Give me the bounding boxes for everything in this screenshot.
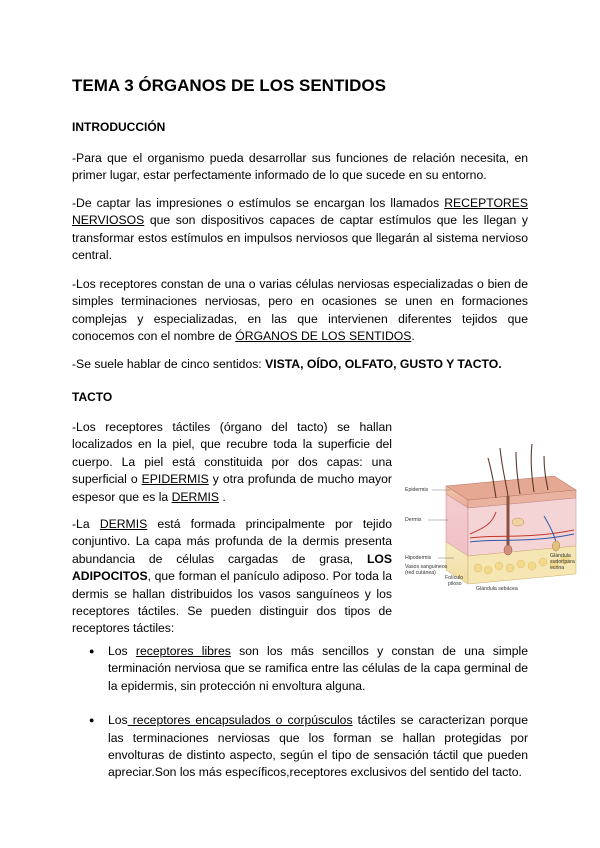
- label-sudoripara-2: sudorípara: [550, 559, 575, 565]
- tacto-paragraph-2: [72, 516, 392, 638]
- text: está formada principalmente por tejido conjuntivo. La capa más profunda de la dermis presenta abundancia de células cargadas de grasa,: [72, 517, 392, 566]
- text: Los: [108, 713, 128, 728]
- label-sudoripara-1: Glándula: [550, 553, 571, 559]
- label-sudoripara-3: ecrina: [550, 565, 565, 571]
- link-dermis[interactable]: DERMIS: [171, 489, 220, 504]
- tacto-paragraph-1: [72, 419, 392, 506]
- label-glandula-sebacea: Glándula sebácea: [476, 586, 518, 592]
- text: , que forman el panículo adiposo. Por toda la dermis se hallan distribuidos los vasos sanguíneos y los receptores táctiles. Se pueden distinguir dos tipos de receptores táctiles:: [72, 569, 392, 636]
- text: -La: [72, 517, 100, 531]
- label-foliculo-2: piloso: [448, 581, 462, 587]
- link-epidermis[interactable]: EPIDERMIS: [141, 472, 209, 487]
- text: son los más sencillos y constan de una simple terminación nerviosa que se ramifica entre las células de la capa germinal de la epidermis, sin protección ni envoltura alguna.: [108, 644, 529, 693]
- text: .: [411, 329, 415, 344]
- text: y otra profunda de mucho mayor espesor que es la: [72, 472, 392, 504]
- label-epidermis: Epidermis: [405, 487, 429, 493]
- intro-paragraph-4: [72, 356, 528, 373]
- link-organos-sentidos[interactable]: ÓRGANOS DE LOS SENTIDOS: [235, 329, 412, 344]
- intro-paragraph-3: [72, 276, 528, 346]
- text: -Los receptores constan de una o varias células nerviosas especializadas o bien de simples terminaciones nerviosas, pero en ocasiones se unen en formaciones complejas y especializadas, en las que intervienen diferentes tejidos que conocemos con el nombre de: [72, 277, 528, 344]
- list-item-receptores-encapsulados: [72, 712, 528, 782]
- text: que son dispositivos capaces de captar estímulos que les llegan y transformar estos estímulos en impulsos nerviosos que llegarán al sistema nervioso central.: [72, 213, 528, 263]
- link-receptores-encapsulados[interactable]: receptores encapsulados o corpúsculos: [127, 713, 353, 728]
- link-receptores-nerviosos[interactable]: RECEPTORES NERVIOSOS: [72, 196, 528, 228]
- intro-paragraph-2: [72, 195, 528, 265]
- skin-diagram-figure: [404, 438, 584, 604]
- heading-tacto: TACTO: [72, 390, 113, 404]
- heading-introduccion: INTRODUCCIÓN: [72, 120, 166, 134]
- text: -Se suele hablar de cinco sentidos:: [72, 357, 266, 371]
- label-foliculo-1: Folículo: [445, 575, 464, 581]
- adipocitos: LOS ADIPOCITOS: [72, 551, 392, 584]
- label-vasos-1: Vasos sanguíneos: [405, 564, 448, 570]
- label-vasos-2: (red cutánea): [405, 570, 436, 576]
- link-dermis-2[interactable]: DERMIS: [99, 517, 148, 531]
- text: -De captar las impresiones o estímulos se encargan los llamados: [72, 196, 445, 210]
- intro-paragraph-1: -Para que el organismo pueda desarrollar sus funciones de relación necesita, en primer lugar, estar perfectamente informado de lo que sucede en su entorno.: [72, 151, 528, 183]
- text: Los: [108, 644, 136, 658]
- label-hipodermis: Hipodermis: [405, 555, 432, 561]
- text: táctiles se caracterizan porque las terminaciones nerviosas que los forman se hallan protegidas por envolturas de distinto aspecto, según el tipo de sensación táctil que pueden apreciar.Son los más específicos,receptores exclusivos del sentido del tacto.: [108, 713, 528, 780]
- label-dermis: Dermis: [405, 517, 422, 523]
- five-senses: VISTA, OÍDO, OLFATO, GUSTO Y TACTO.: [265, 357, 502, 371]
- page-title: TEMA 3 ÓRGANOS DE LOS SENTIDOS: [72, 76, 386, 95]
- link-receptores-libres[interactable]: receptores libres: [135, 644, 231, 658]
- text: .: [219, 489, 226, 504]
- text: -Los receptores táctiles (órgano del tacto) se hallan localizados en la piel, que recubre toda la superficie del cuerpo. La piel está constituida por dos capas: una superficial o: [72, 420, 392, 487]
- list-item-receptores-libres: [72, 643, 528, 695]
- receptor-types-list: [72, 643, 528, 782]
